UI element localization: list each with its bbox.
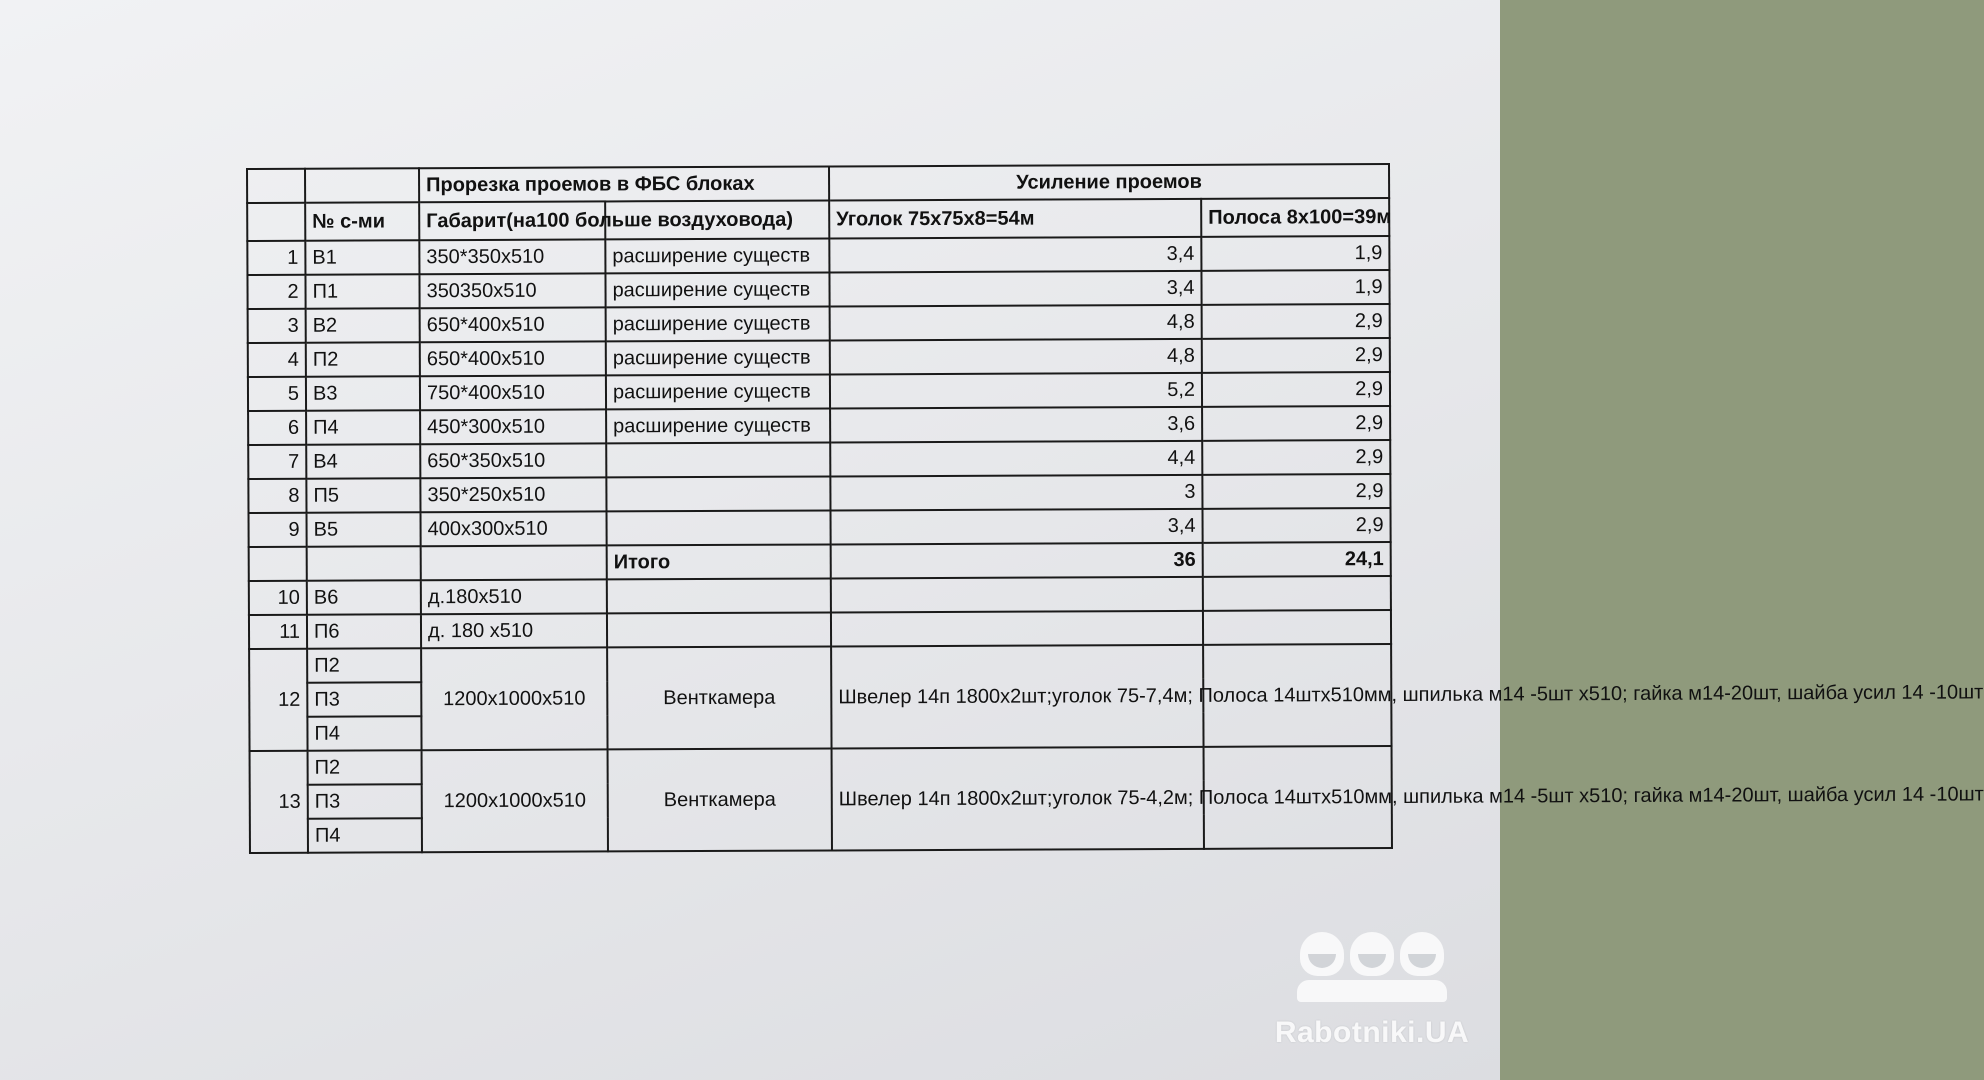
row-strip: 2,9 [1202,508,1390,543]
row-note: расширение существ [605,272,829,307]
table-row [248,304,1390,343]
total-label: Итого [607,544,831,579]
table-row [249,508,1391,547]
row-note [607,612,831,647]
row-strip: 2,9 [1202,304,1390,339]
row-number: 1 [247,241,305,275]
table-row [248,338,1390,377]
header-empty-cell [305,168,419,202]
workers-helmets-icon [1262,932,1482,976]
gabarit-header: Габарит(на100 больше воздуховода) [419,201,605,240]
table-row [249,610,1391,649]
header-empty-cell [247,169,305,203]
logo-base-shape [1297,980,1447,1002]
row-size: 350*250х510 [420,477,606,512]
row-number: 2 [247,275,305,309]
row-size: 350350х510 [419,273,605,308]
table-row [248,406,1390,445]
group-id: П3 [307,682,421,716]
row-note: расширение существ [606,374,830,409]
row-id: П6 [307,614,421,648]
row-note [606,476,830,511]
group-number: 12 [249,649,307,751]
column-number-header: № с-ми [305,202,419,240]
row-number: 4 [248,343,306,377]
row-size: 650*350х510 [420,443,606,478]
row-angle: 3,4 [829,271,1201,307]
row-note: расширение существ [606,408,830,443]
row-angle [831,577,1203,613]
row-angle: 3,6 [830,407,1202,443]
row-note: расширение существ [606,340,830,375]
row-size: 750*400х510 [420,375,606,410]
row-size: д.180х510 [421,579,607,614]
row-strip: 1,9 [1201,270,1389,305]
spreadsheet-printout [246,163,1984,854]
row-id: В4 [306,444,420,478]
row-angle: 4,4 [830,441,1202,477]
row-strip: 1,9 [1201,236,1389,271]
row-angle: 3 [830,475,1202,511]
row-size: 400х300х510 [421,511,607,546]
total-empty-cell [249,547,307,581]
row-id: В6 [307,580,421,614]
group-size: 1200х1000х510 [422,749,608,852]
total-angle: 36 [831,543,1203,579]
group-id: П4 [308,818,422,852]
row-id: В5 [307,512,421,546]
row-number: 8 [248,479,306,513]
row-note [606,442,830,477]
row-note: расширение существ [606,306,830,341]
reinforcement-title: Усиление проемов [829,164,1389,200]
group-note: Венткамера [608,748,832,851]
table-row [248,474,1390,513]
row-number: 5 [248,377,306,411]
total-strip: 24,1 [1203,542,1391,577]
row-angle: 4,8 [830,339,1202,375]
row-strip: 2,9 [1202,372,1390,407]
group-size: 1200х1000х510 [421,647,607,750]
watermark-text: Rabotniki.UA [1274,1016,1470,1049]
table-row [247,236,1389,275]
row-angle [831,611,1203,647]
group-id: П4 [307,716,421,750]
group-reinforcement: Швелер 14п 1800х2шт;уголок 75-4,2м; Полоса 14штх510мм, шпилька м14 -5шт х510; гайка м14-20шт, шайба усил 14 -10шт [832,747,1204,851]
watermark-logo [1262,932,1482,1050]
total-row [249,542,1391,581]
row-number: 11 [249,615,307,649]
row-size: 450*300х510 [420,409,606,444]
row-strip [1203,576,1391,611]
row-id: В1 [305,240,419,274]
table-row [249,576,1391,615]
group-row [250,746,1392,785]
group-id: П2 [307,648,421,682]
row-angle: 3,4 [830,509,1202,545]
row-number: 10 [249,581,307,615]
row-size: 650*400х510 [420,341,606,376]
group-reinforcement: Швелер 14п 1800х2шт;уголок 75-7,4м; Полоса 14штх510мм, шпилька м14 -5шт х510; гайка м14-20шт, шайба усил 14 -10шт [831,645,1203,749]
table-row [247,270,1389,309]
row-angle: 5,2 [830,373,1202,409]
row-strip: 2,9 [1202,440,1390,475]
row-number: 7 [248,445,306,479]
group-row [249,644,1391,683]
header-row-2 [247,198,1389,241]
row-angle: 4,8 [830,305,1202,341]
row-id: П2 [306,342,420,376]
row-id: В3 [306,376,420,410]
group-number: 13 [250,751,308,853]
row-note [607,510,831,545]
header-empty-cell [247,203,305,241]
row-note [607,578,831,613]
row-strip: 2,9 [1202,338,1390,373]
table-row [248,440,1390,479]
cutting-title: Прорезка проемов в ФБС блоках [419,166,829,202]
row-number: 6 [248,411,306,445]
row-strip: 2,9 [1202,406,1390,441]
group-note: Венткамера [607,646,831,749]
group-id: П2 [308,750,422,784]
row-id: П1 [305,274,419,308]
total-empty-cell [421,545,607,580]
row-size: 350*350х510 [419,239,605,274]
table-row [248,372,1390,411]
row-strip [1203,610,1391,645]
row-number: 3 [248,309,306,343]
row-id: П5 [306,478,420,512]
row-note: расширение существ [605,238,829,273]
row-size: д. 180 х510 [421,613,607,648]
row-id: П4 [306,410,420,444]
row-id: В2 [306,308,420,342]
row-size: 650*400х510 [420,307,606,342]
angle-header: Уголок 75х75х8=54м [829,199,1201,239]
row-angle: 3,4 [829,237,1201,273]
header-row-1 [247,164,1389,203]
total-empty-cell [307,546,421,580]
openings-table [246,163,1984,854]
strip-header: Полоса 8х100=39м [1201,198,1389,237]
row-number: 9 [249,513,307,547]
row-strip: 2,9 [1202,474,1390,509]
group-id: П3 [308,784,422,818]
